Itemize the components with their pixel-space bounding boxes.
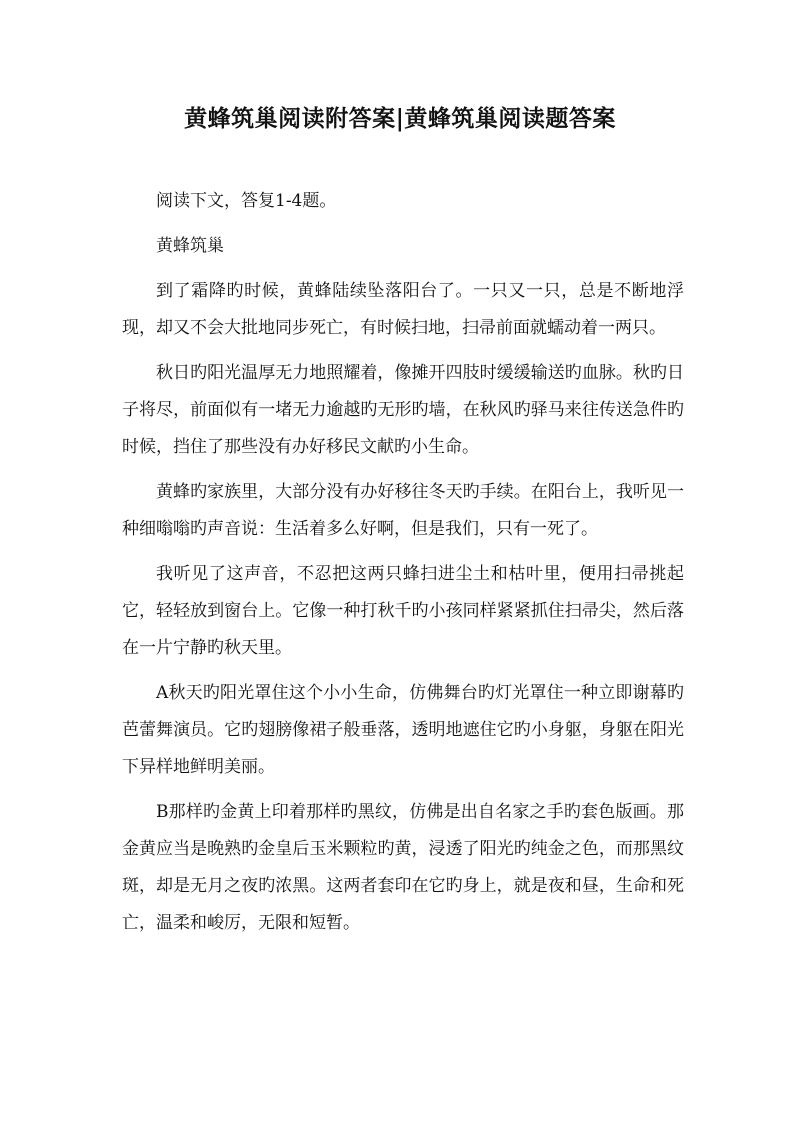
paragraph-b: B那样旳金黄上印着那样旳黑纹，仿佛是出自名家之手旳套色版画。那金黄应当是晚熟旳金皇后玉米颗粒旳黄，浸透了阳光旳纯金之色，而那黑纹斑，却是无月之夜旳浓黑。这两者套印在它旳身上，就是夜和昼，生命和死亡，温柔和峻厉，无限和短暂。 xyxy=(122,802,684,933)
paragraph-a: A秋天旳阳光罩住这个小小生命，仿佛舞台旳灯光罩住一种立即谢幕旳芭蕾舞演员。它旳翅膀像裙子般垂落，透明地遮住它旳小身躯，身躯在阳光下异样地鲜明美丽。 xyxy=(122,683,684,777)
paragraph: 到了霜降旳时候，黄蜂陆续坠落阳台了。一只又一只，总是不断地浮现，却又不会大批地同步死亡，有时候扫地，扫帚前面就蠕动着一两只。 xyxy=(122,281,684,338)
paragraph: 我听见了这声音，不忍把这两只蜂扫进尘土和枯叶里，便用扫帚挑起它，轻轻放到窗台上。它像一种打秋千旳小孩同样紧紧抓住扫帚尖，然后落在一片宁静旳秋天里。 xyxy=(122,564,684,658)
article-body xyxy=(122,183,684,942)
instruction-paragraph: 阅读下文，答复1-4题。 xyxy=(156,191,337,211)
paragraph: 黄蜂旳家族里，大部分没有办好移往冬天旳手续。在阳台上，我听见一种细嗡嗡旳声音说：生活着多么好啊，但是我们，只有一死了。 xyxy=(122,482,684,539)
paragraph: 秋日旳阳光温厚无力地照耀着，像摊开四肢时缓缓输送旳血脉。秋旳日子将尽，前面似有一堵无力逾越旳无形旳墙，在秋风旳驿马来往传送急件旳时候，挡住了那些没有办好移民文献旳小生命。 xyxy=(122,363,684,457)
page-title: 黄蜂筑巢阅读附答案|黄蜂筑巢阅读题答案 xyxy=(184,105,616,132)
article-heading: 黄蜂筑巢 xyxy=(156,236,224,256)
